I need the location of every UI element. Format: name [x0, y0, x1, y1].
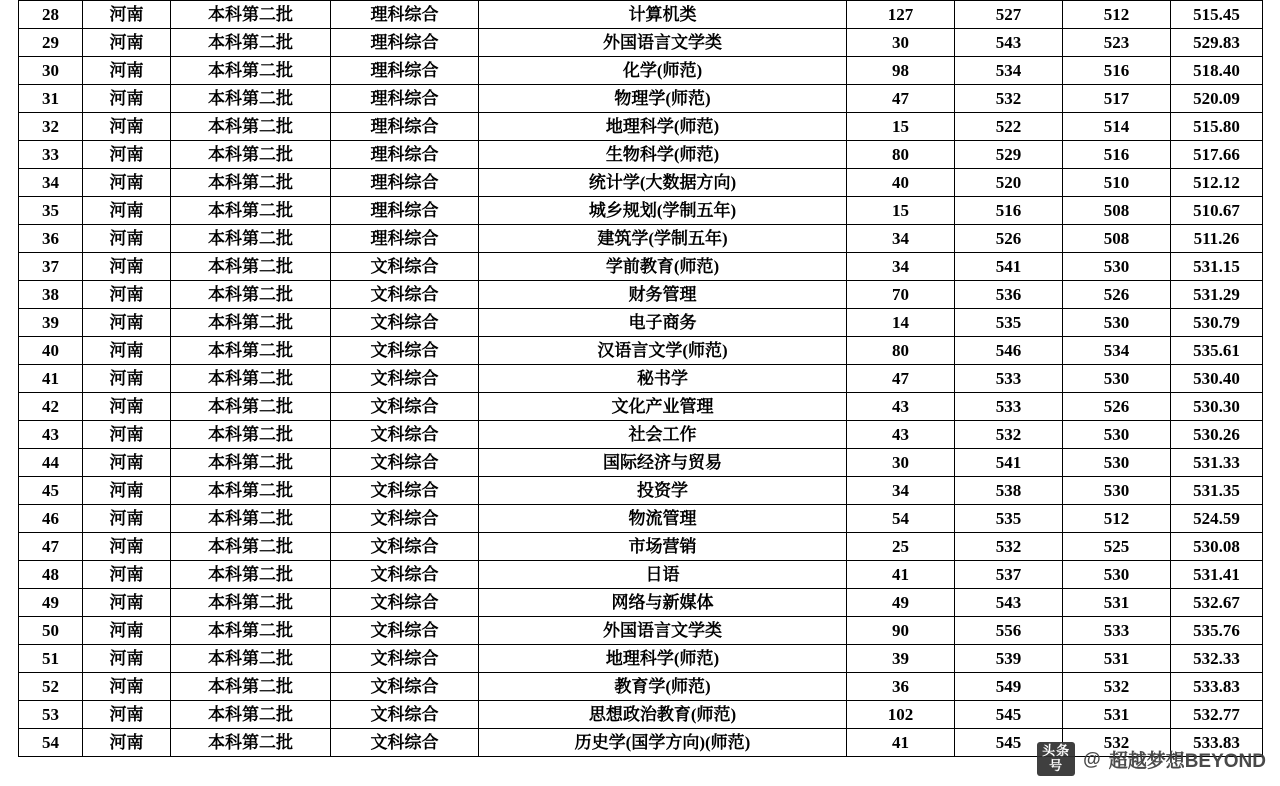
badge-line-2: 号: [1049, 758, 1064, 774]
table-row: [19, 561, 1263, 589]
table-row: [19, 57, 1263, 85]
table-row: [19, 449, 1263, 477]
cell-major: 物流管理: [479, 505, 847, 533]
cell-max: 543: [955, 29, 1063, 57]
cell-avg: 530.40: [1171, 365, 1263, 393]
cell-max: 535: [955, 505, 1063, 533]
cell-subject: 文科综合: [331, 589, 479, 617]
cell-avg: 524.59: [1171, 505, 1263, 533]
cell-batch: 本科第二批: [171, 505, 331, 533]
cell-min: 531: [1063, 645, 1171, 673]
cell-index: 42: [19, 393, 83, 421]
cell-batch: 本科第二批: [171, 225, 331, 253]
cell-count: 49: [847, 589, 955, 617]
cell-count: 41: [847, 729, 955, 757]
cell-count: 54: [847, 505, 955, 533]
cell-subject: 理科综合: [331, 29, 479, 57]
cell-avg: 510.67: [1171, 197, 1263, 225]
cell-max: 545: [955, 729, 1063, 757]
cell-province: 河南: [83, 505, 171, 533]
cell-max: 543: [955, 589, 1063, 617]
cell-min: 534: [1063, 337, 1171, 365]
cell-subject: 文科综合: [331, 449, 479, 477]
cell-index: 51: [19, 645, 83, 673]
cell-province: 河南: [83, 645, 171, 673]
cell-subject: 文科综合: [331, 337, 479, 365]
cell-major: 思想政治教育(师范): [479, 701, 847, 729]
cell-count: 34: [847, 477, 955, 505]
cell-province: 河南: [83, 337, 171, 365]
cell-avg: 512.12: [1171, 169, 1263, 197]
cell-subject: 理科综合: [331, 113, 479, 141]
cell-major: 汉语言文学(师范): [479, 337, 847, 365]
cell-batch: 本科第二批: [171, 29, 331, 57]
cell-index: 40: [19, 337, 83, 365]
cell-avg: 531.15: [1171, 253, 1263, 281]
cell-avg: 531.35: [1171, 477, 1263, 505]
table-row: [19, 85, 1263, 113]
cell-avg: 532.67: [1171, 589, 1263, 617]
cell-count: 102: [847, 701, 955, 729]
cell-province: 河南: [83, 449, 171, 477]
cell-subject: 文科综合: [331, 673, 479, 701]
cell-min: 530: [1063, 421, 1171, 449]
cell-min: 525: [1063, 533, 1171, 561]
cell-subject: 文科综合: [331, 393, 479, 421]
cell-batch: 本科第二批: [171, 701, 331, 729]
cell-province: 河南: [83, 85, 171, 113]
cell-count: 15: [847, 113, 955, 141]
cell-province: 河南: [83, 729, 171, 757]
cell-max: 529: [955, 141, 1063, 169]
cell-min: 533: [1063, 617, 1171, 645]
cell-avg: 532.33: [1171, 645, 1263, 673]
cell-count: 90: [847, 617, 955, 645]
cell-province: 河南: [83, 365, 171, 393]
table-row: [19, 141, 1263, 169]
cell-batch: 本科第二批: [171, 141, 331, 169]
cell-province: 河南: [83, 197, 171, 225]
cell-index: 46: [19, 505, 83, 533]
cell-count: 14: [847, 309, 955, 337]
cell-province: 河南: [83, 169, 171, 197]
cell-batch: 本科第二批: [171, 729, 331, 757]
cell-major: 电子商务: [479, 309, 847, 337]
cell-max: 535: [955, 309, 1063, 337]
cell-max: 532: [955, 421, 1063, 449]
cell-avg: 529.83: [1171, 29, 1263, 57]
cell-major: 地理科学(师范): [479, 113, 847, 141]
cell-index: 41: [19, 365, 83, 393]
cell-major: 日语: [479, 561, 847, 589]
cell-batch: 本科第二批: [171, 645, 331, 673]
cell-major: 网络与新媒体: [479, 589, 847, 617]
cell-batch: 本科第二批: [171, 197, 331, 225]
cell-min: 514: [1063, 113, 1171, 141]
cell-batch: 本科第二批: [171, 365, 331, 393]
cell-major: 计算机类: [479, 1, 847, 29]
cell-index: 50: [19, 617, 83, 645]
cell-batch: 本科第二批: [171, 337, 331, 365]
cell-index: 53: [19, 701, 83, 729]
cell-index: 33: [19, 141, 83, 169]
cell-subject: 文科综合: [331, 309, 479, 337]
table-row: [19, 365, 1263, 393]
cell-subject: 理科综合: [331, 1, 479, 29]
cell-batch: 本科第二批: [171, 309, 331, 337]
cell-index: 54: [19, 729, 83, 757]
cell-min: 530: [1063, 561, 1171, 589]
cell-min: 530: [1063, 449, 1171, 477]
cell-index: 30: [19, 57, 83, 85]
cell-batch: 本科第二批: [171, 113, 331, 141]
table-row: [19, 645, 1263, 673]
cell-max: 541: [955, 253, 1063, 281]
cell-subject: 文科综合: [331, 729, 479, 757]
table-row: [19, 113, 1263, 141]
table-row: [19, 421, 1263, 449]
cell-min: 510: [1063, 169, 1171, 197]
cell-index: 39: [19, 309, 83, 337]
table-row: [19, 673, 1263, 701]
cell-avg: 535.61: [1171, 337, 1263, 365]
cell-max: 549: [955, 673, 1063, 701]
cell-avg: 511.26: [1171, 225, 1263, 253]
cell-max: 522: [955, 113, 1063, 141]
cell-batch: 本科第二批: [171, 57, 331, 85]
cell-max: 545: [955, 701, 1063, 729]
cell-max: 534: [955, 57, 1063, 85]
cell-index: 32: [19, 113, 83, 141]
cell-province: 河南: [83, 421, 171, 449]
cell-max: 520: [955, 169, 1063, 197]
cell-batch: 本科第二批: [171, 449, 331, 477]
cell-province: 河南: [83, 617, 171, 645]
cell-major: 投资学: [479, 477, 847, 505]
cell-major: 统计学(大数据方向): [479, 169, 847, 197]
cell-avg: 530.30: [1171, 393, 1263, 421]
cell-province: 河南: [83, 113, 171, 141]
cell-province: 河南: [83, 225, 171, 253]
cell-min: 530: [1063, 477, 1171, 505]
table-row: [19, 281, 1263, 309]
cell-batch: 本科第二批: [171, 421, 331, 449]
cell-batch: 本科第二批: [171, 393, 331, 421]
cell-province: 河南: [83, 673, 171, 701]
cell-index: 29: [19, 29, 83, 57]
cell-min: 526: [1063, 393, 1171, 421]
cell-major: 教育学(师范): [479, 673, 847, 701]
cell-major: 秘书学: [479, 365, 847, 393]
cell-min: 508: [1063, 225, 1171, 253]
cell-subject: 文科综合: [331, 477, 479, 505]
cell-province: 河南: [83, 29, 171, 57]
cell-batch: 本科第二批: [171, 673, 331, 701]
cell-index: 28: [19, 1, 83, 29]
cell-min: 532: [1063, 673, 1171, 701]
cell-avg: 531.33: [1171, 449, 1263, 477]
cell-max: 527: [955, 1, 1063, 29]
cell-count: 70: [847, 281, 955, 309]
cell-major: 化学(师范): [479, 57, 847, 85]
table-row: [19, 729, 1263, 757]
cell-subject: 文科综合: [331, 421, 479, 449]
cell-avg: 532.77: [1171, 701, 1263, 729]
cell-avg: 515.45: [1171, 1, 1263, 29]
table-row: [19, 29, 1263, 57]
cell-major: 社会工作: [479, 421, 847, 449]
cell-avg: 518.40: [1171, 57, 1263, 85]
cell-count: 127: [847, 1, 955, 29]
table-body: [19, 1, 1263, 757]
score-table-container: [18, 0, 1262, 757]
cell-avg: 531.29: [1171, 281, 1263, 309]
cell-major: 物理学(师范): [479, 85, 847, 113]
cell-batch: 本科第二批: [171, 253, 331, 281]
table-row: [19, 1, 1263, 29]
cell-subject: 理科综合: [331, 57, 479, 85]
table-row: [19, 701, 1263, 729]
cell-min: 508: [1063, 197, 1171, 225]
cell-count: 25: [847, 533, 955, 561]
cell-province: 河南: [83, 477, 171, 505]
table-row: [19, 393, 1263, 421]
cell-batch: 本科第二批: [171, 85, 331, 113]
cell-max: 532: [955, 533, 1063, 561]
admission-score-table: [18, 0, 1263, 757]
cell-min: 526: [1063, 281, 1171, 309]
cell-min: 531: [1063, 701, 1171, 729]
cell-count: 98: [847, 57, 955, 85]
cell-max: 556: [955, 617, 1063, 645]
cell-min: 512: [1063, 1, 1171, 29]
cell-major: 生物科学(师范): [479, 141, 847, 169]
cell-province: 河南: [83, 57, 171, 85]
table-row: [19, 253, 1263, 281]
watermark-username: 超越梦想BEYOND: [1108, 750, 1266, 772]
cell-avg: 530.26: [1171, 421, 1263, 449]
cell-subject: 文科综合: [331, 701, 479, 729]
cell-subject: 文科综合: [331, 281, 479, 309]
table-row: [19, 617, 1263, 645]
cell-max: 526: [955, 225, 1063, 253]
cell-index: 35: [19, 197, 83, 225]
cell-subject: 理科综合: [331, 141, 479, 169]
cell-index: 38: [19, 281, 83, 309]
cell-batch: 本科第二批: [171, 1, 331, 29]
cell-avg: 530.79: [1171, 309, 1263, 337]
cell-max: 516: [955, 197, 1063, 225]
cell-batch: 本科第二批: [171, 169, 331, 197]
table-row: [19, 477, 1263, 505]
cell-index: 47: [19, 533, 83, 561]
cell-avg: 531.41: [1171, 561, 1263, 589]
badge-line-1: 头条: [1042, 743, 1071, 759]
cell-batch: 本科第二批: [171, 589, 331, 617]
cell-max: 538: [955, 477, 1063, 505]
cell-province: 河南: [83, 533, 171, 561]
cell-count: 80: [847, 337, 955, 365]
cell-major: 城乡规划(学制五年): [479, 197, 847, 225]
cell-index: 36: [19, 225, 83, 253]
cell-major: 外国语言文学类: [479, 617, 847, 645]
table-row: [19, 533, 1263, 561]
cell-max: 532: [955, 85, 1063, 113]
cell-index: 44: [19, 449, 83, 477]
cell-avg: 517.66: [1171, 141, 1263, 169]
cell-min: 530: [1063, 365, 1171, 393]
cell-major: 学前教育(师范): [479, 253, 847, 281]
cell-count: 34: [847, 225, 955, 253]
cell-province: 河南: [83, 141, 171, 169]
cell-count: 30: [847, 29, 955, 57]
cell-count: 15: [847, 197, 955, 225]
cell-max: 533: [955, 365, 1063, 393]
cell-avg: 515.80: [1171, 113, 1263, 141]
cell-count: 36: [847, 673, 955, 701]
cell-major: 市场营销: [479, 533, 847, 561]
cell-max: 539: [955, 645, 1063, 673]
cell-min: 530: [1063, 253, 1171, 281]
cell-subject: 文科综合: [331, 617, 479, 645]
cell-min: 512: [1063, 505, 1171, 533]
cell-batch: 本科第二批: [171, 477, 331, 505]
cell-index: 43: [19, 421, 83, 449]
cell-subject: 文科综合: [331, 645, 479, 673]
cell-max: 533: [955, 393, 1063, 421]
cell-avg: 520.09: [1171, 85, 1263, 113]
cell-index: 37: [19, 253, 83, 281]
cell-index: 34: [19, 169, 83, 197]
table-row: [19, 197, 1263, 225]
cell-index: 31: [19, 85, 83, 113]
cell-min: 517: [1063, 85, 1171, 113]
cell-major: 历史学(国学方向)(师范): [479, 729, 847, 757]
cell-batch: 本科第二批: [171, 561, 331, 589]
cell-province: 河南: [83, 589, 171, 617]
cell-subject: 文科综合: [331, 533, 479, 561]
cell-max: 537: [955, 561, 1063, 589]
cell-province: 河南: [83, 561, 171, 589]
table-row: [19, 505, 1263, 533]
cell-count: 41: [847, 561, 955, 589]
cell-province: 河南: [83, 309, 171, 337]
cell-min: 523: [1063, 29, 1171, 57]
cell-subject: 文科综合: [331, 365, 479, 393]
cell-avg: 533.83: [1171, 729, 1263, 757]
cell-min: 532: [1063, 729, 1171, 757]
cell-count: 34: [847, 253, 955, 281]
cell-count: 30: [847, 449, 955, 477]
cell-province: 河南: [83, 281, 171, 309]
cell-major: 国际经济与贸易: [479, 449, 847, 477]
cell-subject: 文科综合: [331, 561, 479, 589]
cell-index: 45: [19, 477, 83, 505]
cell-major: 文化产业管理: [479, 393, 847, 421]
watermark-at: @: [1083, 748, 1101, 769]
cell-batch: 本科第二批: [171, 281, 331, 309]
cell-max: 546: [955, 337, 1063, 365]
cell-avg: 530.08: [1171, 533, 1263, 561]
cell-count: 43: [847, 421, 955, 449]
cell-index: 49: [19, 589, 83, 617]
cell-province: 河南: [83, 253, 171, 281]
cell-min: 531: [1063, 589, 1171, 617]
cell-count: 80: [847, 141, 955, 169]
cell-max: 536: [955, 281, 1063, 309]
cell-max: 541: [955, 449, 1063, 477]
cell-index: 48: [19, 561, 83, 589]
cell-province: 河南: [83, 701, 171, 729]
cell-subject: 理科综合: [331, 85, 479, 113]
cell-major: 建筑学(学制五年): [479, 225, 847, 253]
cell-subject: 理科综合: [331, 197, 479, 225]
cell-count: 47: [847, 85, 955, 113]
cell-subject: 理科综合: [331, 225, 479, 253]
table-row: [19, 309, 1263, 337]
cell-batch: 本科第二批: [171, 533, 331, 561]
cell-subject: 理科综合: [331, 169, 479, 197]
cell-batch: 本科第二批: [171, 617, 331, 645]
cell-avg: 533.83: [1171, 673, 1263, 701]
table-row: [19, 225, 1263, 253]
cell-min: 530: [1063, 309, 1171, 337]
cell-province: 河南: [83, 1, 171, 29]
cell-avg: 535.76: [1171, 617, 1263, 645]
cell-count: 47: [847, 365, 955, 393]
cell-subject: 文科综合: [331, 505, 479, 533]
cell-min: 516: [1063, 141, 1171, 169]
cell-major: 地理科学(师范): [479, 645, 847, 673]
cell-major: 外国语言文学类: [479, 29, 847, 57]
cell-count: 40: [847, 169, 955, 197]
cell-min: 516: [1063, 57, 1171, 85]
table-row: [19, 169, 1263, 197]
table-row: [19, 337, 1263, 365]
cell-count: 43: [847, 393, 955, 421]
cell-major: 财务管理: [479, 281, 847, 309]
cell-count: 39: [847, 645, 955, 673]
cell-subject: 文科综合: [331, 253, 479, 281]
cell-province: 河南: [83, 393, 171, 421]
table-row: [19, 589, 1263, 617]
cell-index: 52: [19, 673, 83, 701]
